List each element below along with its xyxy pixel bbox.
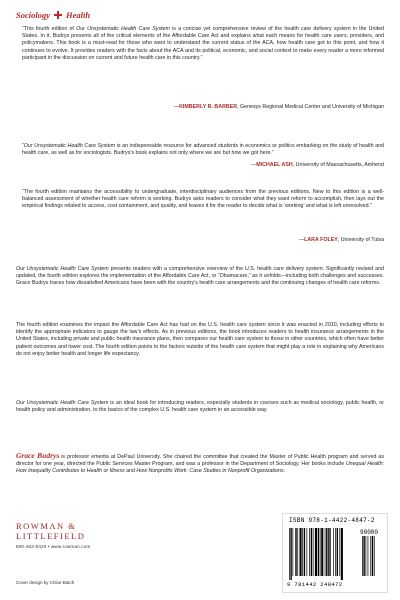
- price-code: 90000: [360, 529, 379, 536]
- description-paragraph-2: The fourth edition examines the impact the Affordable Care Act has had on the U.S. health care system since it was enacted in 2010, including efforts to identify the appropriate indicators to gauge the law’s effects. As in previous editions, the book introduces readers to health insurance arrangements in the United States, including private and public health insurance plans, then compares our health care system to those in other countries, which often have better patient outcomes and lower cost. The fourth edition points to the factors outside of the health care system that might play a role in explaining why Americans do not enjoy better health and longer life expectancy.: [16, 322, 384, 357]
- quote-2: “Our Unsystematic Health Care System is an indispensable resource for advanced students in economics or politics embarking on the study of health and health care, as well as for sociologists. Budrys’s book explains not only where we are but how we got here.”: [22, 143, 384, 157]
- barcode-digits: 9 781442 248472: [287, 581, 343, 588]
- quote-1-attribution: —KIMBERLY R. BARBER, Genesys Regional Medical Center and University of Michigan: [173, 104, 384, 110]
- description-paragraph-3: Our Unsystematic Health Care System is an ideal book for introducing readers, especially students in courses such as medical sociology, public health, or health policy and administration, to the basics of the complex U.S. health care system in an accessible way.: [16, 400, 384, 414]
- isbn-barcode: [282, 513, 388, 593]
- author-name: Grace Budrys: [16, 451, 60, 460]
- publisher-logo: ROWMAN & LITTLEFIELD 800-462-6420 • www.rowman.com: [16, 521, 91, 549]
- quote-1: “This fourth edition of Our Unsystematic Health Care System is a concise yet comprehensive review of the health care delivery system in the United States. In it, Budrys presents all of the critical elements of the Affordable Care Act and explains what each means for health care users, providers, and policymakers. This book is a must-read for those who want to understand the current status of the ACA, how health care got to this point, and how it continues to evolve. It provides readers with the facts about the ACA and its political, economic, and social context to make every reader a more informed participant in the discussion on current and future health care in this country.”: [22, 26, 384, 61]
- description-paragraph-1: Our Unsystematic Health Care System presents readers with a comprehensive overview of the U.S. health care delivery system. Significantly revised and updated, the fourth edition explores the implementation of the Affordable Care Act, or “Obamacare,” as it unfolds—including both challenges and successes. Grace Budrys traces how dissatisfied Americans have been with the country’s health care arrangements and the continuing changes of health care reforms.: [16, 266, 384, 287]
- publisher-contact: 800-462-6420 • www.rowman.com: [16, 544, 91, 549]
- quote-3-attribution: —LARA FOLEY, University of Tulsa: [298, 237, 384, 243]
- barcode-icon: [289, 528, 381, 582]
- quote-3: “The fourth edition maintains the accessibility to undergraduate, interdisciplinary audiences from the previous editions. New to this edition is a well-balanced assessment of whether health care reform is working. Budrys asks readers to consider what they want reform to accomplish, then lays out the empirical findings related to access, cost containment, and quality, and leaves it for the reader to decide what is ‘working’ and what is left unresolved.”: [22, 189, 384, 210]
- author-bio: Grace Budrys is professor emerita at DePaul University. She chaired the committee that created the Master of Public Health program and served as director for one year, directed the Public Services Master Program, and was a professor in the Department of Sociology. Her books include Unequal Health: How Inequality Contributes to Health or Illness and How Nonprofits Work: Case Studies in Nonprofit Organizations.: [16, 451, 384, 475]
- series-left: Sociology: [16, 10, 50, 20]
- quote-2-attribution: —MICHAEL ASH, University of Massachusetts, Amherst: [250, 162, 384, 168]
- cover-credit: Cover design by Chloe Batch: [16, 580, 75, 585]
- series-label: [16, 8, 90, 22]
- isbn-number: ISBN 978-1-4422-4847-2: [289, 517, 375, 524]
- series-right: Health: [66, 10, 91, 20]
- plus-icon: [54, 11, 62, 19]
